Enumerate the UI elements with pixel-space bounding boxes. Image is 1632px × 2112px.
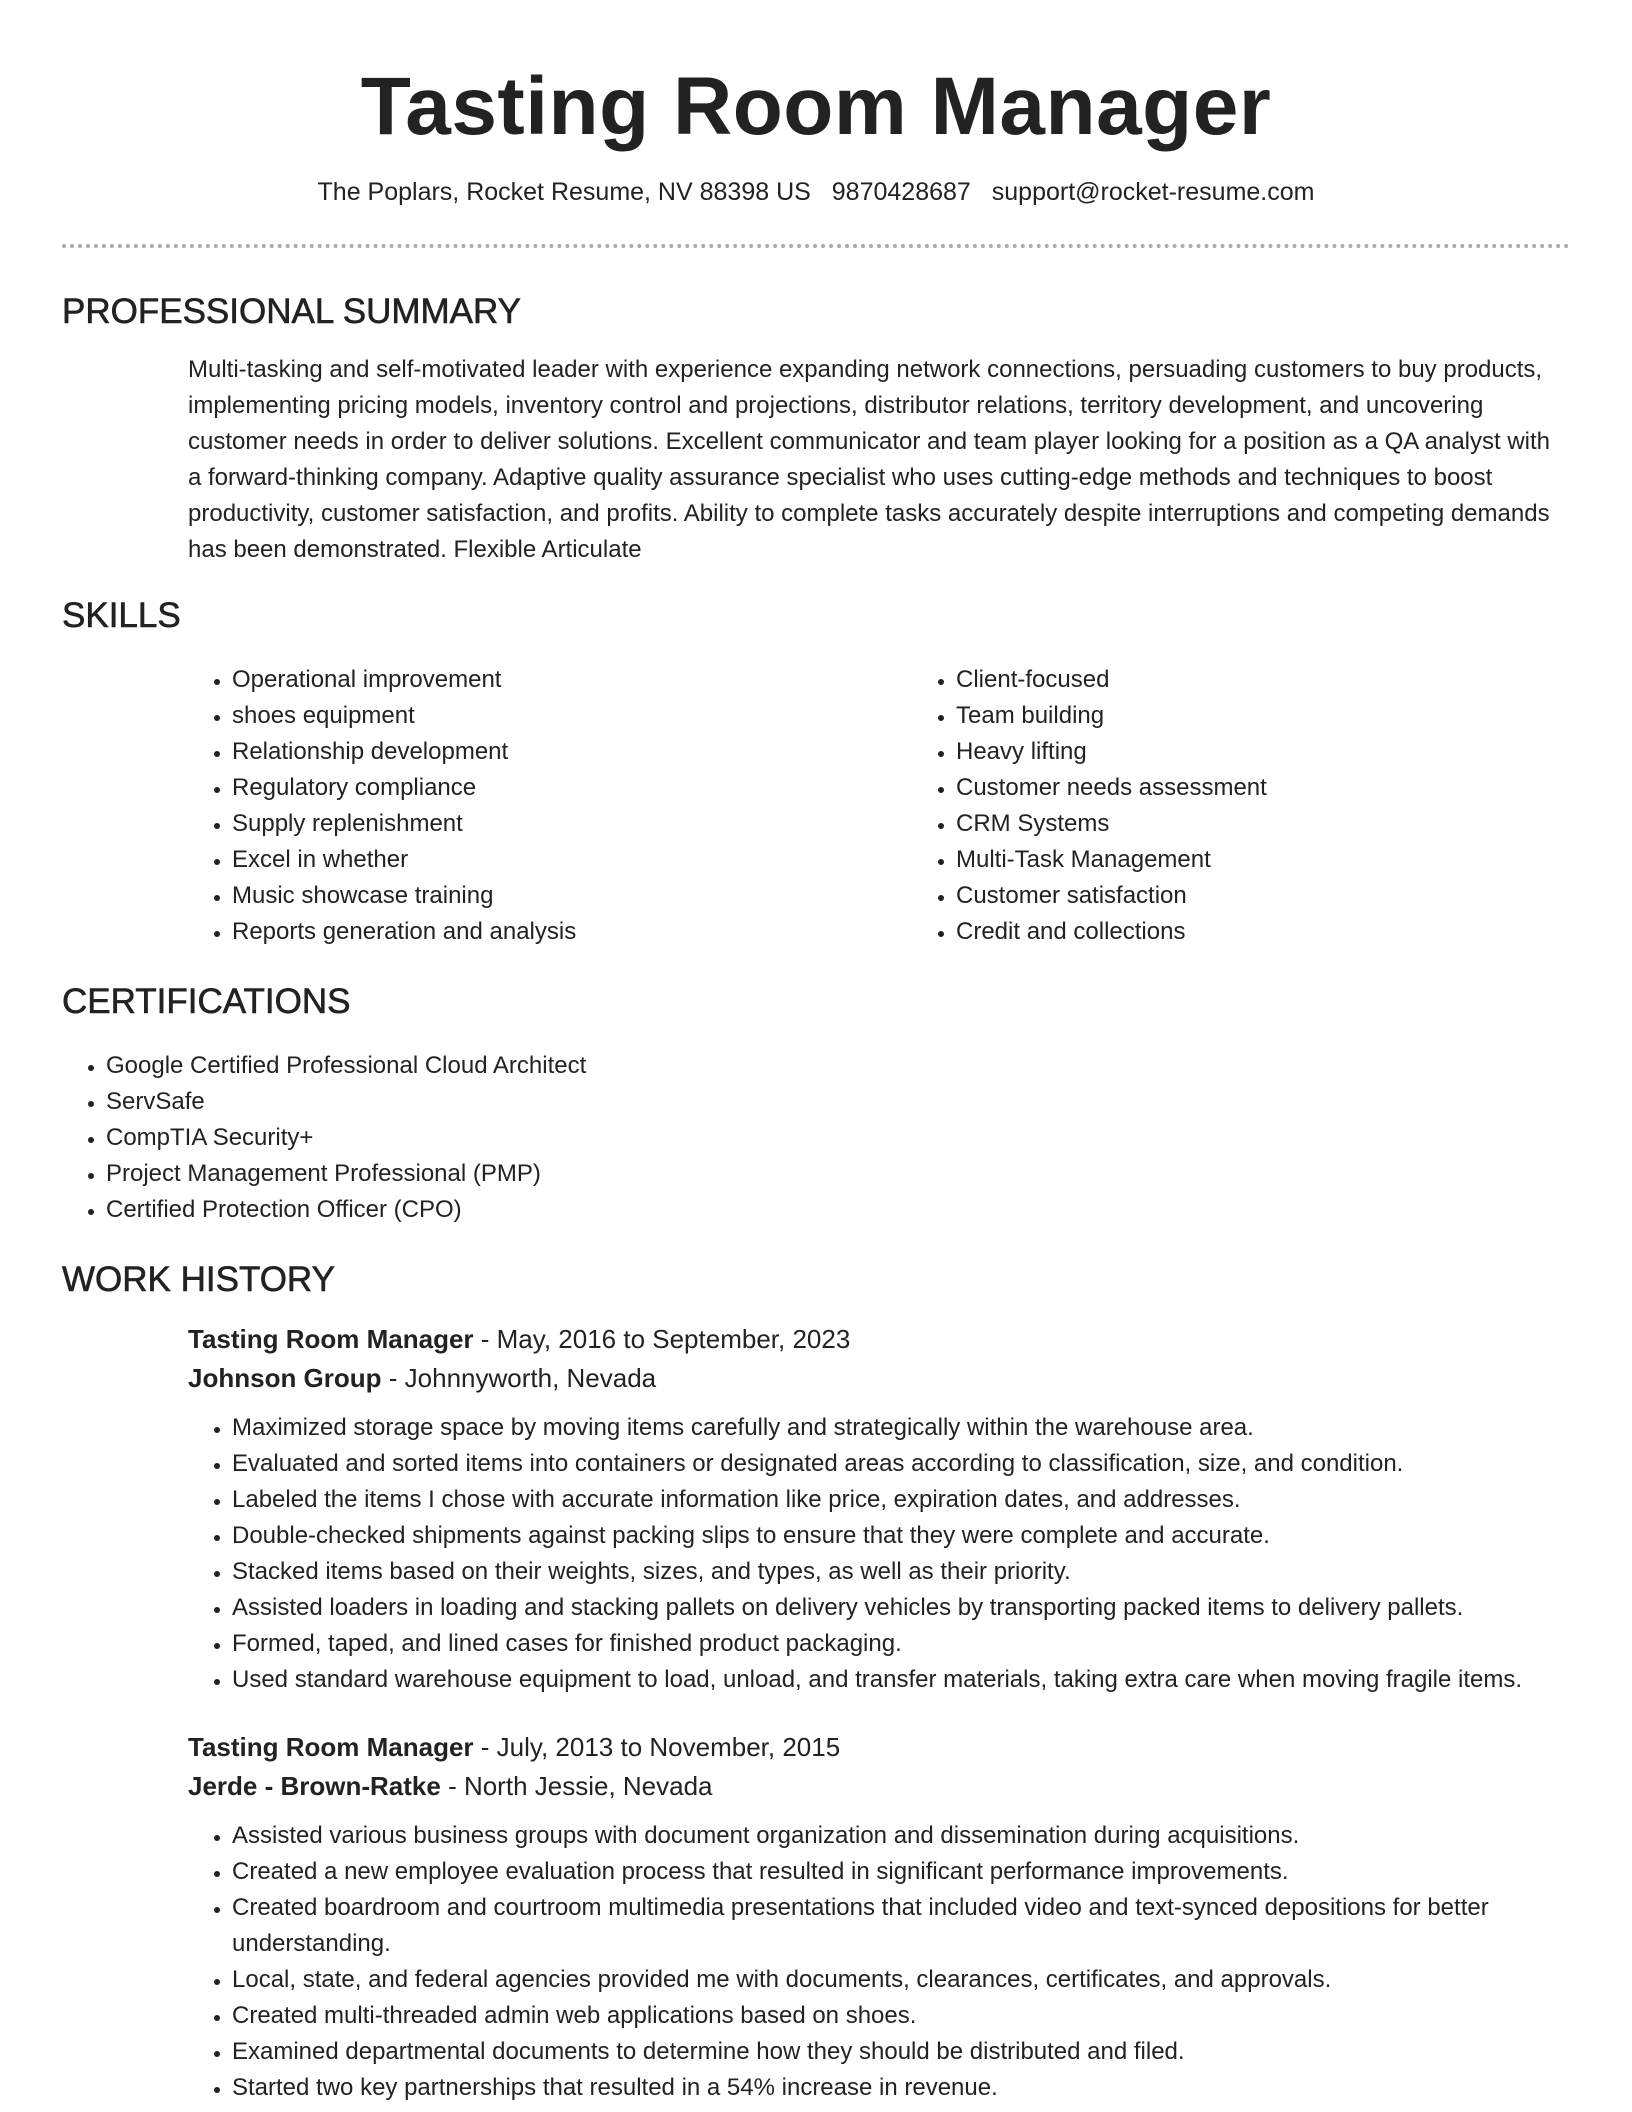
skills-left-list xyxy=(188,662,912,950)
certification-item: • CompTIA Security+ xyxy=(106,1120,1570,1156)
certifications-list xyxy=(62,1048,1570,1228)
contact-address: The Poplars, Rocket Resume, NV 88398 US xyxy=(317,178,811,206)
job-entry xyxy=(188,1728,1570,2106)
job-company: Jerde - Brown-Ratke xyxy=(188,1771,441,1801)
skill-item: • Regulatory compliance xyxy=(232,770,912,806)
job-bullet: • Assisted various business groups with document organization and dissemination during acquisitions. xyxy=(232,1818,1570,1854)
job-company: Johnson Group xyxy=(188,1363,382,1393)
skills-right-list xyxy=(912,662,1632,950)
contact-email: support@rocket-resume.com xyxy=(991,178,1315,206)
work-history-section xyxy=(62,1258,1570,2106)
job-role: Tasting Room Manager xyxy=(188,1732,474,1762)
contact-phone: 9870428687 xyxy=(831,178,971,206)
job-bullet: • Maximized storage space by moving items carefully and strategically within the warehouse area. xyxy=(232,1410,1570,1446)
skill-item: • Customer satisfaction xyxy=(956,878,1632,914)
skill-item: • Excel in whether xyxy=(232,842,912,878)
job-bullet: • Evaluated and sorted items into containers or designated areas according to classification, size, and condition. xyxy=(232,1446,1570,1482)
skill-item: • Credit and collections xyxy=(956,914,1632,950)
skill-item: • CRM Systems xyxy=(956,806,1632,842)
job-bullet: • Created multi-threaded admin web applications based on shoes. xyxy=(232,1998,1570,2034)
skill-item: • Client-focused xyxy=(956,662,1632,698)
skill-item: • shoes equipment xyxy=(232,698,912,734)
skills-heading: SKILLS xyxy=(62,596,181,635)
certification-item: • ServSafe xyxy=(106,1084,1570,1120)
skill-item: • Music showcase training xyxy=(232,878,912,914)
job-bullet: • Created a new employee evaluation process that resulted in significant performance improvements. xyxy=(232,1854,1570,1890)
resume-name: Tasting Room Manager xyxy=(360,61,1272,152)
job-bullet: • Local, state, and federal agencies provided me with documents, clearances, certificates, and approvals. xyxy=(232,1962,1570,1998)
job-dates: - July, 2013 to November, 2015 xyxy=(473,1732,841,1762)
job-bullet: • Double-checked shipments against packing slips to ensure that they were complete and accurate. xyxy=(232,1518,1570,1554)
skill-item: • Relationship development xyxy=(232,734,912,770)
skills-section xyxy=(62,594,1570,950)
certifications-heading: CERTIFICATIONS xyxy=(62,982,351,1021)
work-history-heading: WORK HISTORY xyxy=(62,1260,335,1299)
job-bullet: • Used standard warehouse equipment to load, unload, and transfer materials, taking extra care when moving fragile items. xyxy=(232,1662,1570,1698)
summary-text: Multi-tasking and self-motivated leader with experience expanding network connections, persuading customers to buy products, implementing pricing models, inventory control and projections, distributor relations, territory development, and uncovering customer needs in order to deliver solutions. Excellent communicator and team player looking for a position as a QA analyst with a forward-thinking company. Adaptive quality assurance specialist who uses cutting-edge methods and techniques to boost productivity, customer satisfaction, and profits. Ability to complete tasks accurately despite interruptions and competing demands has been demonstrated. Flexible Articulate xyxy=(188,356,1551,563)
job-bullets xyxy=(188,1818,1570,2106)
job-bullet: • Stacked items based on their weights, sizes, and types, as well as their priority. xyxy=(232,1554,1570,1590)
header-divider xyxy=(62,244,1570,248)
job-location: - North Jessie, Nevada xyxy=(440,1771,713,1801)
job-company-line xyxy=(188,1767,1570,1806)
job-title-line xyxy=(188,1728,1570,1767)
job-dates: - May, 2016 to September, 2023 xyxy=(473,1324,851,1354)
skill-item: • Customer needs assessment xyxy=(956,770,1632,806)
job-bullet: • Formed, taped, and lined cases for finished product packaging. xyxy=(232,1626,1570,1662)
job-bullet: • Examined departmental documents to determine how they should be distributed and filed. xyxy=(232,2034,1570,2070)
summary-heading: PROFESSIONAL SUMMARY xyxy=(62,292,521,331)
certifications-section xyxy=(62,980,1570,1228)
certification-item: • Project Management Professional (PMP) xyxy=(106,1156,1570,1192)
job-bullet: • Started two key partnerships that resulted in a 54% increase in revenue. xyxy=(232,2070,1570,2106)
job-bullet: • Labeled the items I chose with accurate information like price, expiration dates, and addresses. xyxy=(232,1482,1570,1518)
job-bullets xyxy=(188,1410,1570,1698)
job-bullet: • Created boardroom and courtroom multimedia presentations that included video and text-synced depositions for better understanding. xyxy=(232,1890,1570,1962)
summary-section xyxy=(62,290,1570,568)
job-role: Tasting Room Manager xyxy=(188,1324,474,1354)
job-location: - Johnnyworth, Nevada xyxy=(381,1363,657,1393)
job-entry xyxy=(188,1320,1570,1698)
certification-item: • Certified Protection Officer (CPO) xyxy=(106,1192,1570,1228)
skill-item: • Multi-Task Management xyxy=(956,842,1632,878)
skill-item: • Reports generation and analysis xyxy=(232,914,912,950)
skill-item: • Operational improvement xyxy=(232,662,912,698)
certification-item: • Google Certified Professional Cloud Architect xyxy=(106,1048,1570,1084)
job-title-line xyxy=(188,1320,1570,1359)
skills-columns xyxy=(188,662,1570,950)
skill-item: • Team building xyxy=(956,698,1632,734)
contact-line xyxy=(62,176,1570,208)
skill-item: • Supply replenishment xyxy=(232,806,912,842)
job-bullet: • Assisted loaders in loading and stacking pallets on delivery vehicles by transporting packed items to delivery pallets. xyxy=(232,1590,1570,1626)
job-company-line xyxy=(188,1359,1570,1398)
skill-item: • Heavy lifting xyxy=(956,734,1632,770)
